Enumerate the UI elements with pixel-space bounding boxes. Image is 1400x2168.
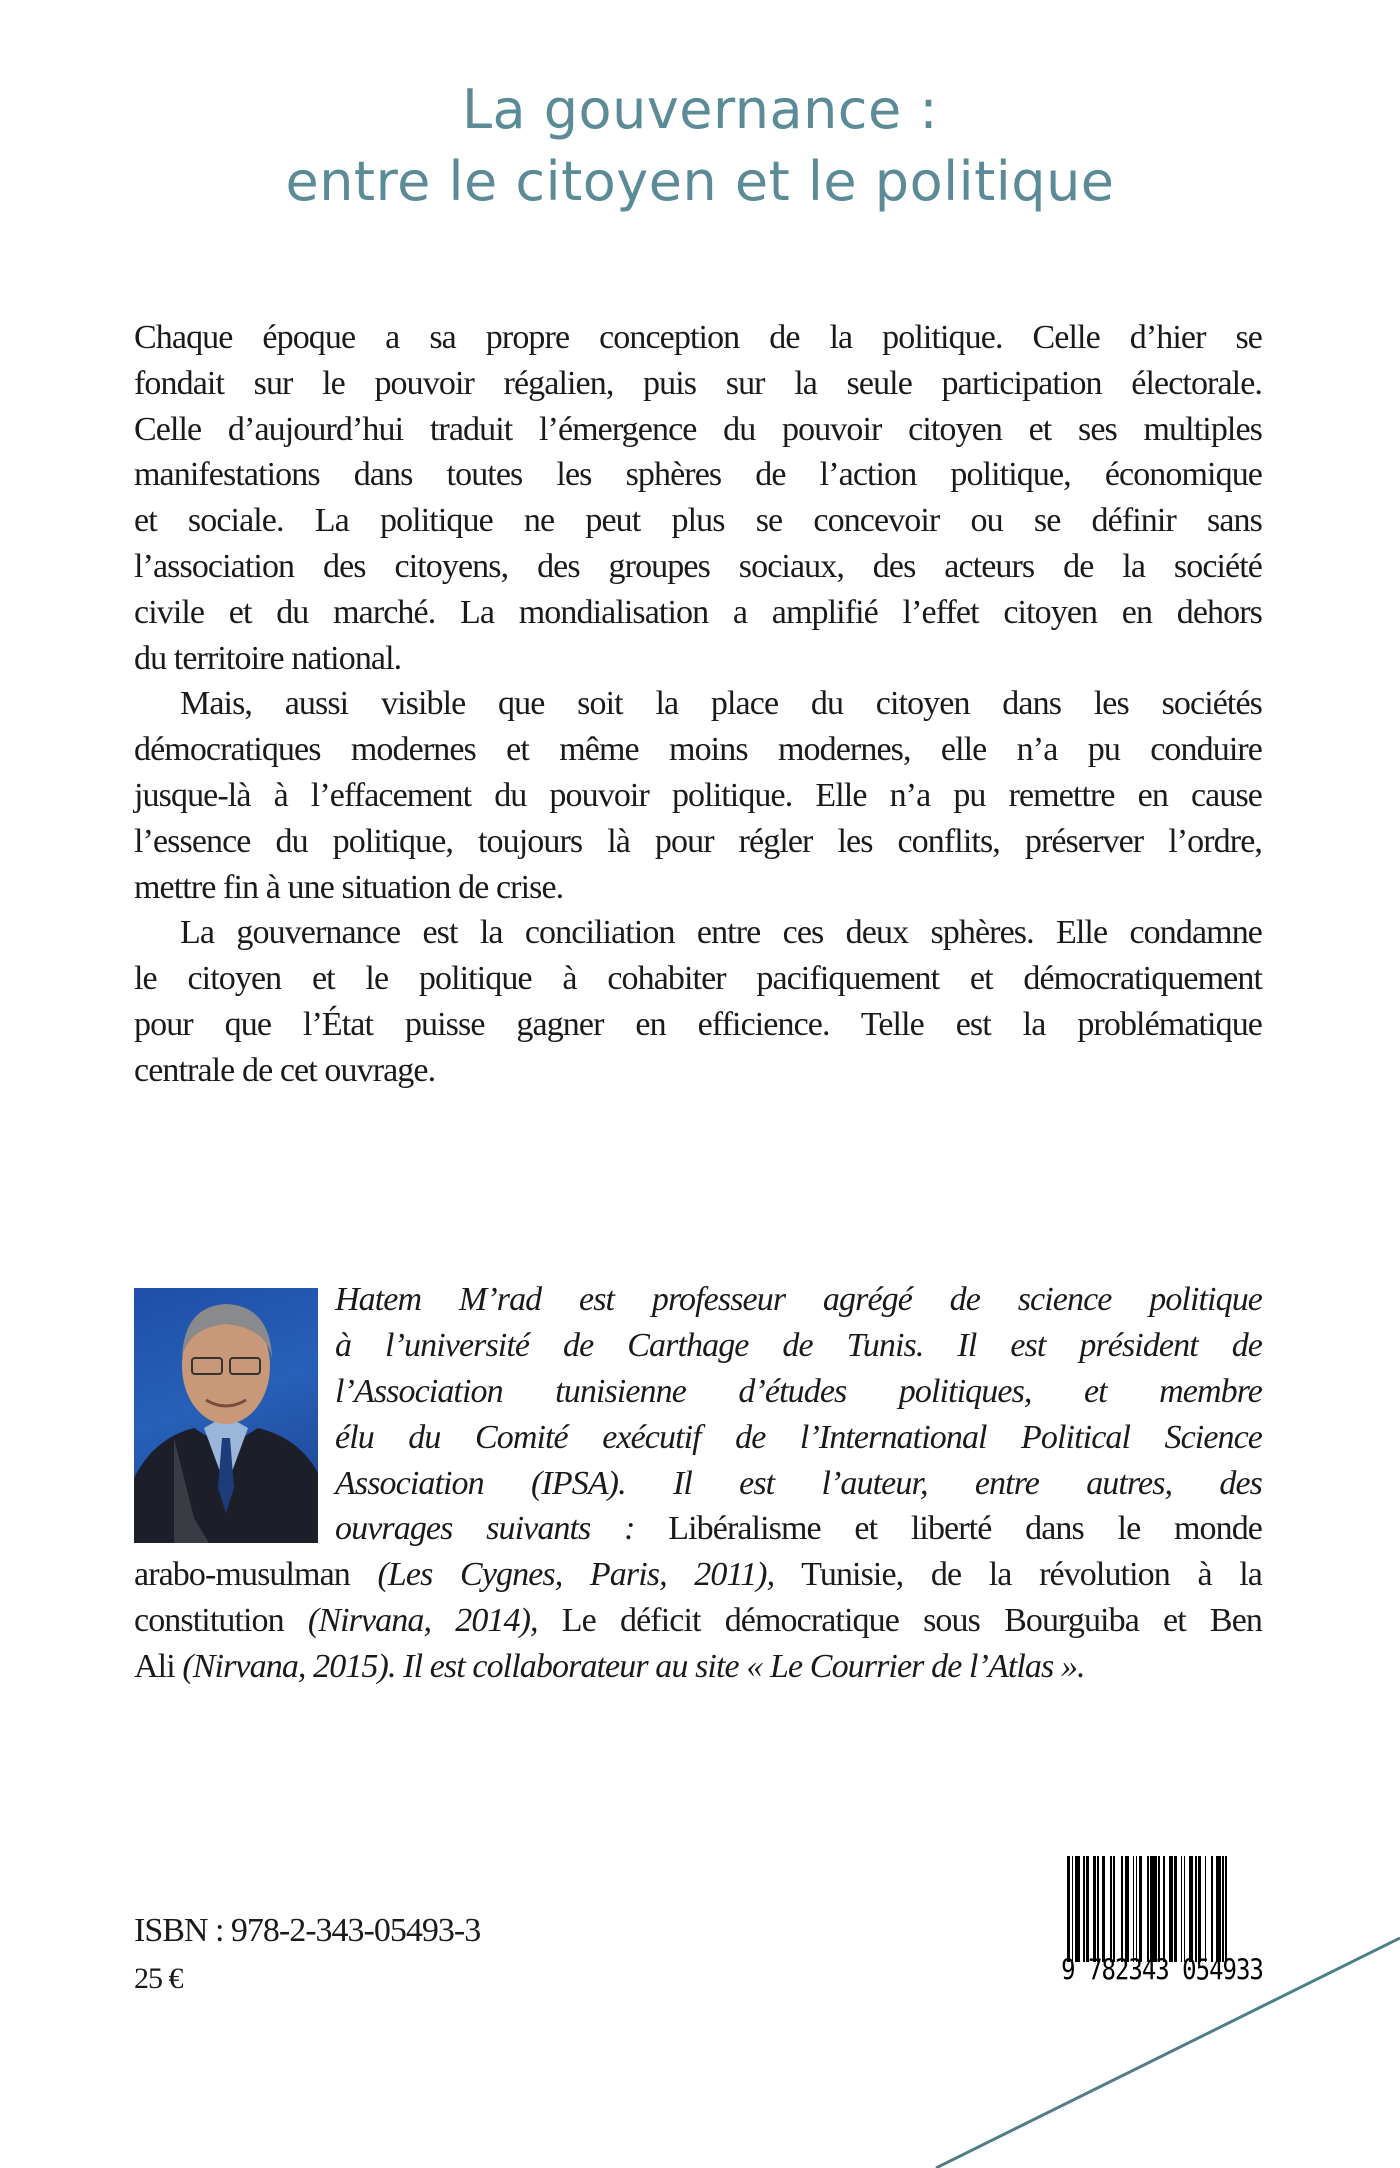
blurb-line: mettre fin à une situation de crise. bbox=[134, 868, 564, 906]
book-title-tunisie: Tunisie, de la révolution à la bbox=[774, 1556, 1262, 1594]
price: 25 € bbox=[134, 1962, 183, 1995]
blurb-line: Celle d’aujourd’hui traduit l’émergence du pouvoir citoyen et ses multiples bbox=[134, 410, 1262, 448]
blurb-line: manifestations dans toutes les sphères de l’action politique, économique bbox=[134, 456, 1262, 494]
isbn: ISBN : 978-2-343-05493-3 bbox=[134, 1912, 481, 1949]
blurb-line: Chaque époque a sa propre conception de la politique. Celle d’hier se bbox=[134, 319, 1262, 356]
blurb-line: civile et du marché. La mondialisation a amplifié l’effet citoyen en dehors bbox=[134, 593, 1262, 631]
barcode-digits: 9 782343 054933 bbox=[1061, 1953, 1263, 1987]
blurb-line: La gouvernance est la conciliation entre ces deux sphères. Elle condamne bbox=[180, 914, 1262, 952]
blurb-line: jusque-là à l’effacement du pouvoir politique. Elle n’a pu remettre en cause bbox=[134, 776, 1262, 814]
blurb-line: fondait sur le pouvoir régalien, puis sur la seule participation électorale. bbox=[134, 364, 1262, 402]
book-title-liberalisme: Libéralisme et liberté dans le monde bbox=[634, 1510, 1262, 1548]
bio-line: élu du Comité exécutif de l’International Political Science bbox=[335, 1418, 1262, 1456]
book-title-tunisie-cont: constitution bbox=[134, 1602, 308, 1640]
blurb-line: pour que l’État puisse gagner en efficience. Telle est la problématique bbox=[134, 1005, 1262, 1043]
blurb-line: et sociale. La politique ne peut plus se concevoir ou se définir sans bbox=[134, 502, 1262, 540]
blurb-line: du territoire national. bbox=[134, 639, 402, 677]
blurb-line: l’association des citoyens, des groupes sociaux, des acteurs de la société bbox=[134, 547, 1262, 585]
publisher-info: (Nirvana, 2015). Il est collaborateur au site « Le Courrier de l’Atlas ». bbox=[182, 1648, 1085, 1686]
blurb-line: l’essence du politique, toujours là pour régler les conflits, préserver l’ordre, bbox=[134, 822, 1262, 860]
publisher-info: (Nirvana, 2014), bbox=[307, 1602, 538, 1640]
blurb-line: centrale de cet ouvrage. bbox=[134, 1051, 436, 1089]
blurb-line: Mais, aussi visible que soit la place du citoyen dans les sociétés bbox=[180, 685, 1262, 723]
blurb-line: démocratiques modernes et même moins modernes, elle n’a pu conduire bbox=[134, 731, 1262, 769]
bio-line: Association (IPSA). Il est l’auteur, entre autres, des bbox=[335, 1464, 1262, 1502]
book-title-line-2: entre le citoyen et le politique bbox=[285, 150, 1115, 213]
bio-line: Hatem M’rad est professeur agrégé de science politique bbox=[335, 1281, 1262, 1318]
bio-text-italic: ouvrages suivants : bbox=[335, 1510, 635, 1548]
publisher-info: (Les Cygnes, Paris, 2011), bbox=[377, 1556, 775, 1594]
bio-line: l’Association tunisienne d’études politiques, et membre bbox=[335, 1372, 1262, 1410]
book-title-line-1: La gouvernance : bbox=[461, 78, 939, 141]
book-title-deficit: Le déficit démocratique sous Bourguiba et Ben bbox=[537, 1602, 1262, 1640]
bio-line: à l’université de Carthage de Tunis. Il est président de bbox=[335, 1326, 1262, 1364]
book-title-liberalisme-cont: arabo-musulman bbox=[134, 1556, 378, 1594]
book-title-deficit-cont: Ali bbox=[134, 1648, 183, 1686]
blurb-line: le citoyen et le politique à cohabiter pacifiquement et démocratiquement bbox=[134, 960, 1262, 998]
diagonal-stroke bbox=[936, 1938, 1400, 2168]
